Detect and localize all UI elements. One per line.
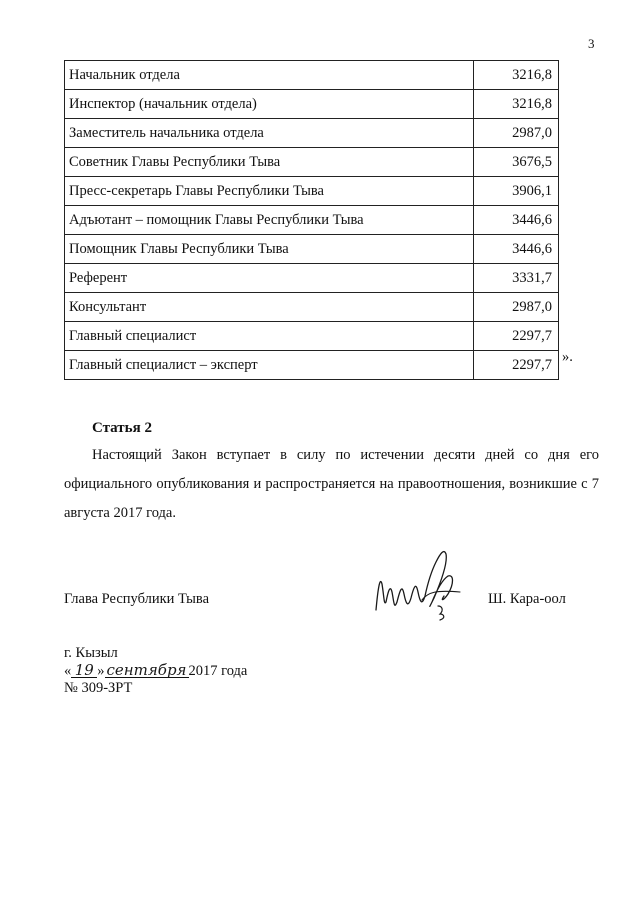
article-text: Настоящий Закон вступает в силу по истечении десяти дней со дня его официального опубликования и распространяется на правоотношения, возникшие с 7 августа 2017 года. — [64, 447, 599, 521]
table-row — [65, 148, 559, 177]
position-cell: Главный специалист — [65, 322, 474, 351]
value-cell: 2297,7 — [474, 351, 559, 380]
table-row — [65, 61, 559, 90]
signing-date — [64, 661, 247, 680]
date-open-quote: « — [64, 663, 72, 679]
value-cell: 2987,0 — [474, 293, 559, 322]
date-close-quote: » — [97, 663, 105, 679]
table-row — [65, 322, 559, 351]
date-year: 2017 года — [188, 663, 248, 679]
salary-table — [64, 60, 559, 380]
value-cell: 3216,8 — [474, 61, 559, 90]
table-closing-quote: ». — [562, 349, 573, 365]
value-cell: 3216,8 — [474, 90, 559, 119]
table-row — [65, 206, 559, 235]
table-row — [65, 235, 559, 264]
position-cell: Инспектор (начальник отдела) — [65, 90, 474, 119]
value-cell: 2297,7 — [474, 322, 559, 351]
law-number: № 309-ЗРТ — [64, 680, 133, 696]
position-cell: Главный специалист – эксперт — [65, 351, 474, 380]
value-cell: 3676,5 — [474, 148, 559, 177]
head-name: Ш. Кара-оол — [488, 591, 566, 607]
value-cell: 3446,6 — [474, 206, 559, 235]
table-row — [65, 351, 559, 380]
position-cell: Референт — [65, 264, 474, 293]
position-cell: Пресс-секретарь Главы Республики Тыва — [65, 177, 474, 206]
table-row — [65, 119, 559, 148]
date-day-handwritten: 19 — [71, 661, 97, 679]
position-cell: Советник Главы Республики Тыва — [65, 148, 474, 177]
position-cell: Помощник Главы Республики Тыва — [65, 235, 474, 264]
date-month-handwritten: сентября — [106, 661, 187, 679]
position-cell: Начальник отдела — [65, 61, 474, 90]
position-cell: Заместитель начальника отдела — [65, 119, 474, 148]
page-number: 3 — [588, 36, 595, 51]
table-row — [65, 90, 559, 119]
position-cell: Консультант — [65, 293, 474, 322]
article-title: Статья 2 — [92, 420, 152, 436]
value-cell: 3331,7 — [474, 264, 559, 293]
table-row — [65, 264, 559, 293]
salary-table-body — [65, 61, 559, 380]
handwritten-signature — [364, 540, 476, 626]
position-cell: Адъютант – помощник Главы Республики Тыва — [65, 206, 474, 235]
table-row — [65, 177, 559, 206]
city: г. Кызыл — [64, 645, 118, 661]
value-cell: 3446,6 — [474, 235, 559, 264]
value-cell: 3906,1 — [474, 177, 559, 206]
head-title: Глава Республики Тыва — [64, 591, 210, 607]
value-cell: 2987,0 — [474, 119, 559, 148]
table-row — [65, 293, 559, 322]
